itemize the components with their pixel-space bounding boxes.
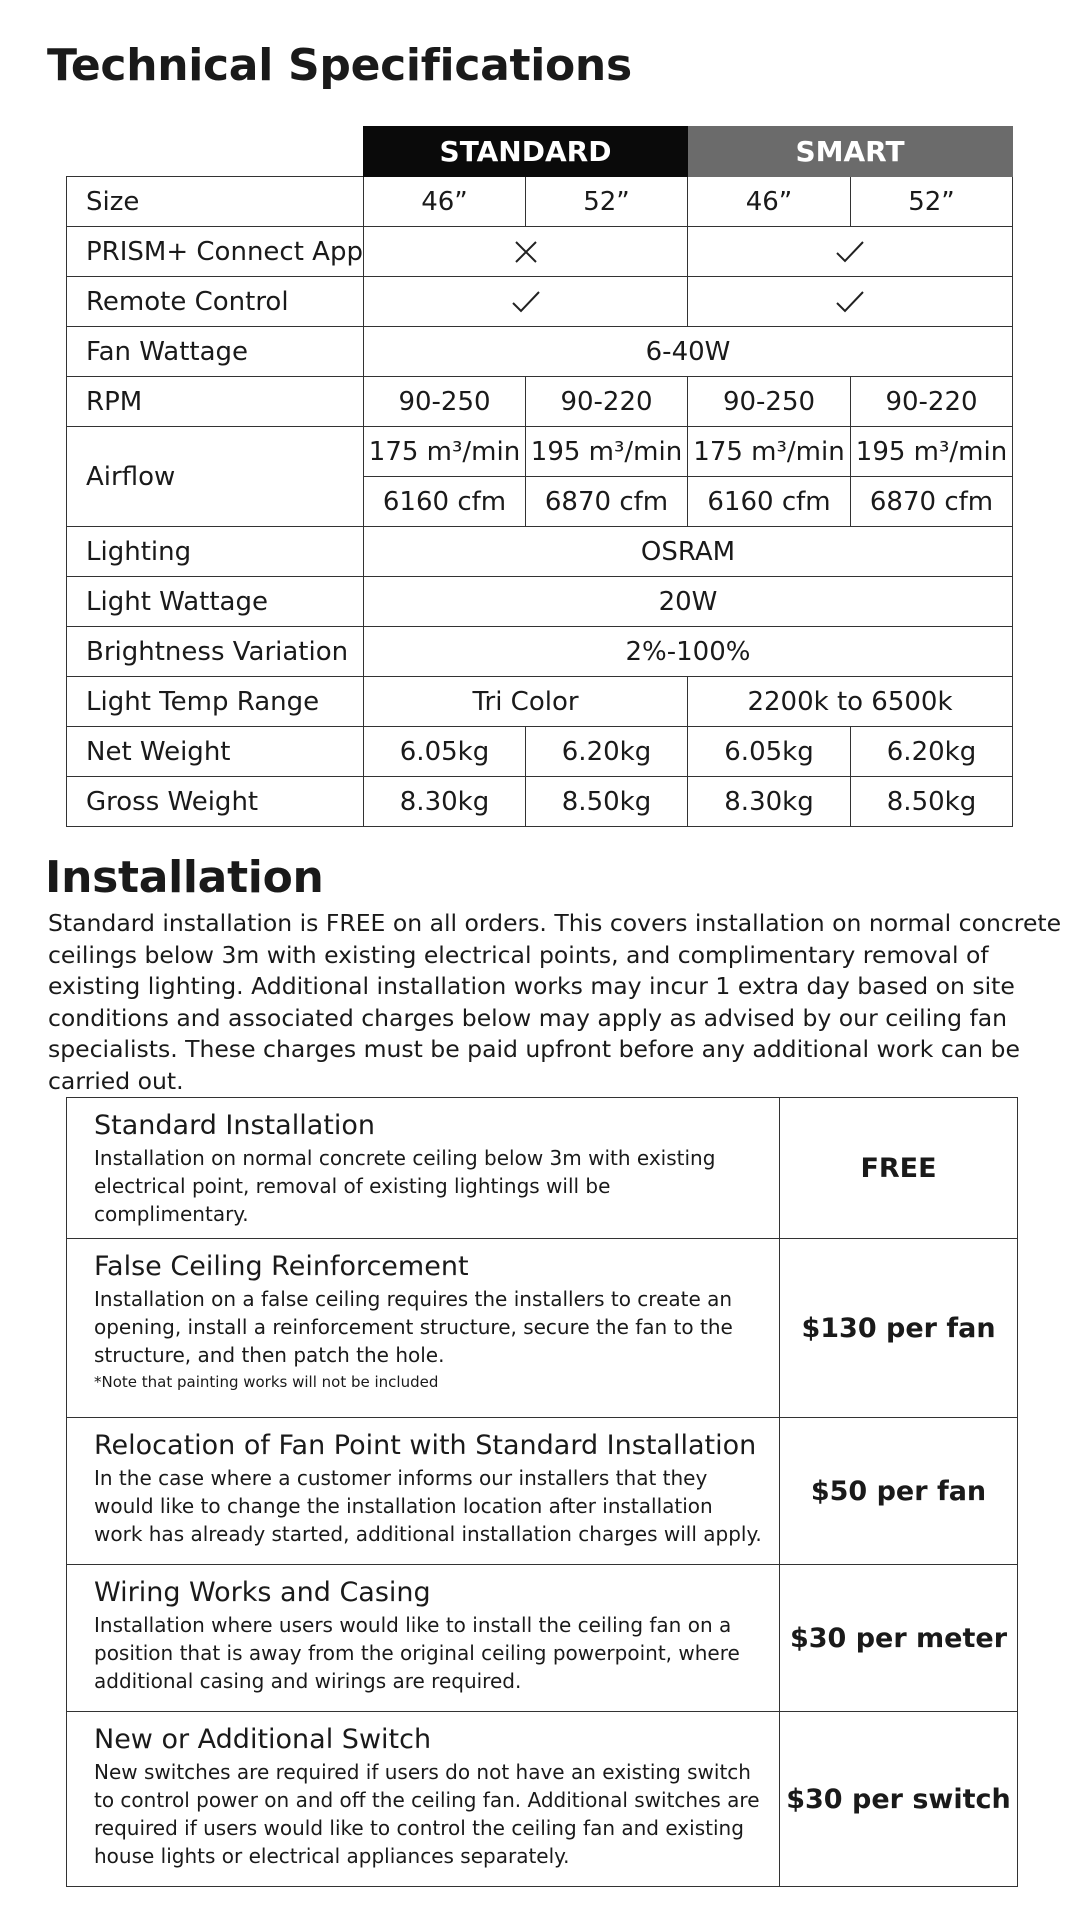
item-name: New or Additional Switch [94, 1724, 432, 1755]
spec-value: 46” [688, 177, 851, 227]
spec-row-light-temp [67, 677, 1013, 727]
installation-title: Installation [45, 852, 324, 903]
spec-label: Remote Control [67, 277, 364, 327]
cross-icon [513, 239, 539, 265]
check-icon [835, 289, 865, 315]
item-price: FREE [780, 1098, 1018, 1239]
spec-value: 175 m³/min [364, 427, 526, 477]
spec-value: 6870 cfm [851, 477, 1013, 527]
spec-value: 6.20kg [851, 727, 1013, 777]
item-name: Relocation of Fan Point with Standard Installation [94, 1430, 757, 1461]
spec-value: 6.05kg [688, 727, 851, 777]
installation-item [67, 1239, 780, 1418]
spec-label: Lighting [67, 527, 364, 577]
spec-value: 2200k to 6500k [688, 677, 1013, 727]
check-icon [835, 239, 865, 265]
installation-row [67, 1239, 1018, 1418]
header-blank-cell [67, 127, 364, 177]
item-note: *Note that painting works will not be included [94, 1373, 439, 1391]
spec-value: 52” [526, 177, 688, 227]
installation-item [67, 1712, 780, 1887]
spec-value: 90-250 [364, 377, 526, 427]
column-header-smart: SMART [688, 127, 1013, 177]
spec-value: 6.05kg [364, 727, 526, 777]
spec-row-app [67, 227, 1013, 277]
spec-value: 46” [364, 177, 526, 227]
spec-table [66, 126, 1013, 827]
installation-row [67, 1565, 1018, 1712]
spec-label: Light Temp Range [67, 677, 364, 727]
spec-row-net-weight [67, 727, 1013, 777]
spec-value: 8.50kg [851, 777, 1013, 827]
spec-row-size [67, 177, 1013, 227]
item-name: False Ceiling Reinforcement [94, 1251, 469, 1282]
item-name: Wiring Works and Casing [94, 1577, 431, 1608]
spec-row-airflow-m3 [67, 427, 1013, 477]
check-icon [511, 289, 541, 315]
item-name: Standard Installation [94, 1110, 375, 1141]
spec-label: RPM [67, 377, 364, 427]
page-title: Technical Specifications [47, 40, 632, 91]
spec-row-remote [67, 277, 1013, 327]
spec-label: Light Wattage [67, 577, 364, 627]
item-text: Installation on a false ceiling requires the installers to create an opening, install a reinforcement structure, secure the fan to the structure, and then patch the hole. [94, 1287, 733, 1367]
installation-row [67, 1098, 1018, 1239]
spec-label: Fan Wattage [67, 327, 364, 377]
spec-label: PRISM+ Connect App [67, 227, 364, 277]
installation-item [67, 1565, 780, 1712]
item-price: $30 per switch [780, 1712, 1018, 1887]
spec-value: 6160 cfm [364, 477, 526, 527]
spec-value: 8.50kg [526, 777, 688, 827]
installation-table [66, 1097, 1018, 1887]
spec-row-rpm [67, 377, 1013, 427]
remote-standard-cell [364, 277, 688, 327]
item-text: New switches are required if users do not have an existing switch to control power on and off the ceiling fan. Additional switches are required if users would like to control the ceiling fan and existing house lights or electrical appliances separately. [94, 1760, 760, 1868]
spec-value: 6.20kg [526, 727, 688, 777]
spec-row-light-wattage [67, 577, 1013, 627]
spec-value: 195 m³/min [526, 427, 688, 477]
item-text: Installation on normal concrete ceiling below 3m with existing electrical point, removal of existing lightings will be complimentary. [94, 1146, 716, 1226]
column-header-standard: STANDARD [364, 127, 688, 177]
spec-row-fan-wattage [67, 327, 1013, 377]
spec-value: 8.30kg [688, 777, 851, 827]
item-text: In the case where a customer informs our installers that they would like to change the installation location after installation work has already started, additional installation charges will apply. [94, 1466, 762, 1546]
spec-value: 90-250 [688, 377, 851, 427]
spec-row-lighting [67, 527, 1013, 577]
remote-smart-cell [688, 277, 1013, 327]
spec-row-gross-weight [67, 777, 1013, 827]
installation-row [67, 1418, 1018, 1565]
spec-label: Airflow [67, 427, 364, 527]
item-price: $50 per fan [780, 1418, 1018, 1565]
installation-row [67, 1712, 1018, 1887]
spec-value: 52” [851, 177, 1013, 227]
spec-value: 6870 cfm [526, 477, 688, 527]
spec-value: 90-220 [526, 377, 688, 427]
spec-value: 175 m³/min [688, 427, 851, 477]
installation-description: Standard installation is FREE on all orders. This covers installation on normal concrete ceilings below 3m with existing electrical points, and complimentary removal of existing lighting. Additional installation works may incur 1 extra day based on site conditions and associated charges below may apply as advised by our ceiling fan specialists. These charges must be paid upfront before any additional work can be carried out. [48, 909, 1062, 1095]
spec-label: Net Weight [67, 727, 364, 777]
spec-label: Brightness Variation [67, 627, 364, 677]
item-text: Installation where users would like to install the ceiling fan on a position that is away from the original ceiling powerpoint, where additional casing and wirings are required. [94, 1613, 740, 1693]
item-price: $130 per fan [780, 1239, 1018, 1418]
spec-value: OSRAM [364, 527, 1013, 577]
spec-value: 20W [364, 577, 1013, 627]
spec-label: Gross Weight [67, 777, 364, 827]
spec-row-brightness [67, 627, 1013, 677]
installation-item [67, 1418, 780, 1565]
app-standard-cell [364, 227, 688, 277]
spec-value: 90-220 [851, 377, 1013, 427]
spec-label: Size [67, 177, 364, 227]
spec-value: 195 m³/min [851, 427, 1013, 477]
spec-value: 2%-100% [364, 627, 1013, 677]
spec-value: 6160 cfm [688, 477, 851, 527]
spec-value: 6-40W [364, 327, 1013, 377]
spec-value: 8.30kg [364, 777, 526, 827]
app-smart-cell [688, 227, 1013, 277]
item-price: $30 per meter [780, 1565, 1018, 1712]
spec-header-row [67, 127, 1013, 177]
installation-item [67, 1098, 780, 1239]
spec-value: Tri Color [364, 677, 688, 727]
